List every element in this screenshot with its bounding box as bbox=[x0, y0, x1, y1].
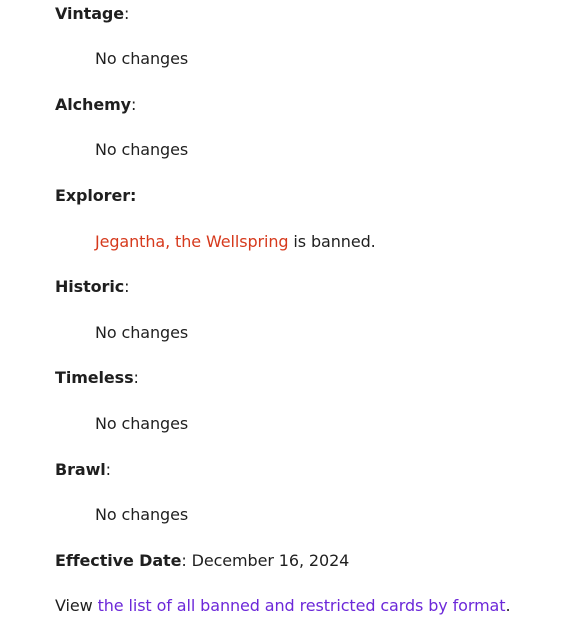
format-name: Explorer: bbox=[55, 186, 137, 205]
format-status-historic: No changes bbox=[95, 323, 189, 342]
format-name-colon: : bbox=[124, 4, 130, 23]
format-name-colon: : bbox=[133, 368, 139, 387]
format-status-explorer bbox=[95, 228, 376, 256]
format-name-colon: : bbox=[124, 277, 130, 296]
format-heading-timeless bbox=[55, 364, 139, 392]
banned-restricted-list-link[interactable]: the list of all banned and restricted cards by format bbox=[97, 596, 506, 615]
format-name: Brawl bbox=[55, 460, 106, 479]
format-status-brawl: No changes bbox=[95, 505, 189, 524]
format-status-timeless: No changes bbox=[95, 414, 189, 433]
format-status-alchemy: No changes bbox=[95, 140, 189, 159]
format-name: Timeless bbox=[55, 368, 134, 387]
footer-prefix: View bbox=[55, 596, 98, 615]
effective-date-separator: : bbox=[181, 551, 192, 570]
format-name-colon: : bbox=[105, 460, 111, 479]
format-name: Vintage bbox=[55, 4, 125, 23]
card-link-jegantha[interactable]: Jegantha, the Wellspring bbox=[95, 232, 289, 251]
banned-list-footer bbox=[55, 592, 510, 620]
format-name: Historic bbox=[55, 277, 125, 296]
footer-suffix: . bbox=[505, 596, 511, 615]
format-name: Alchemy bbox=[55, 95, 131, 114]
format-heading-historic bbox=[55, 273, 129, 301]
effective-date bbox=[55, 547, 349, 575]
format-heading-brawl bbox=[55, 456, 111, 484]
format-status-vintage: No changes bbox=[95, 49, 189, 68]
format-heading-vintage bbox=[55, 0, 129, 28]
effective-date-label: Effective Date bbox=[55, 551, 182, 570]
banned-text: is banned. bbox=[288, 232, 376, 251]
format-name-colon: : bbox=[131, 95, 137, 114]
format-heading-explorer bbox=[55, 182, 136, 210]
format-heading-alchemy bbox=[55, 91, 136, 119]
effective-date-value: December 16, 2024 bbox=[191, 551, 350, 570]
